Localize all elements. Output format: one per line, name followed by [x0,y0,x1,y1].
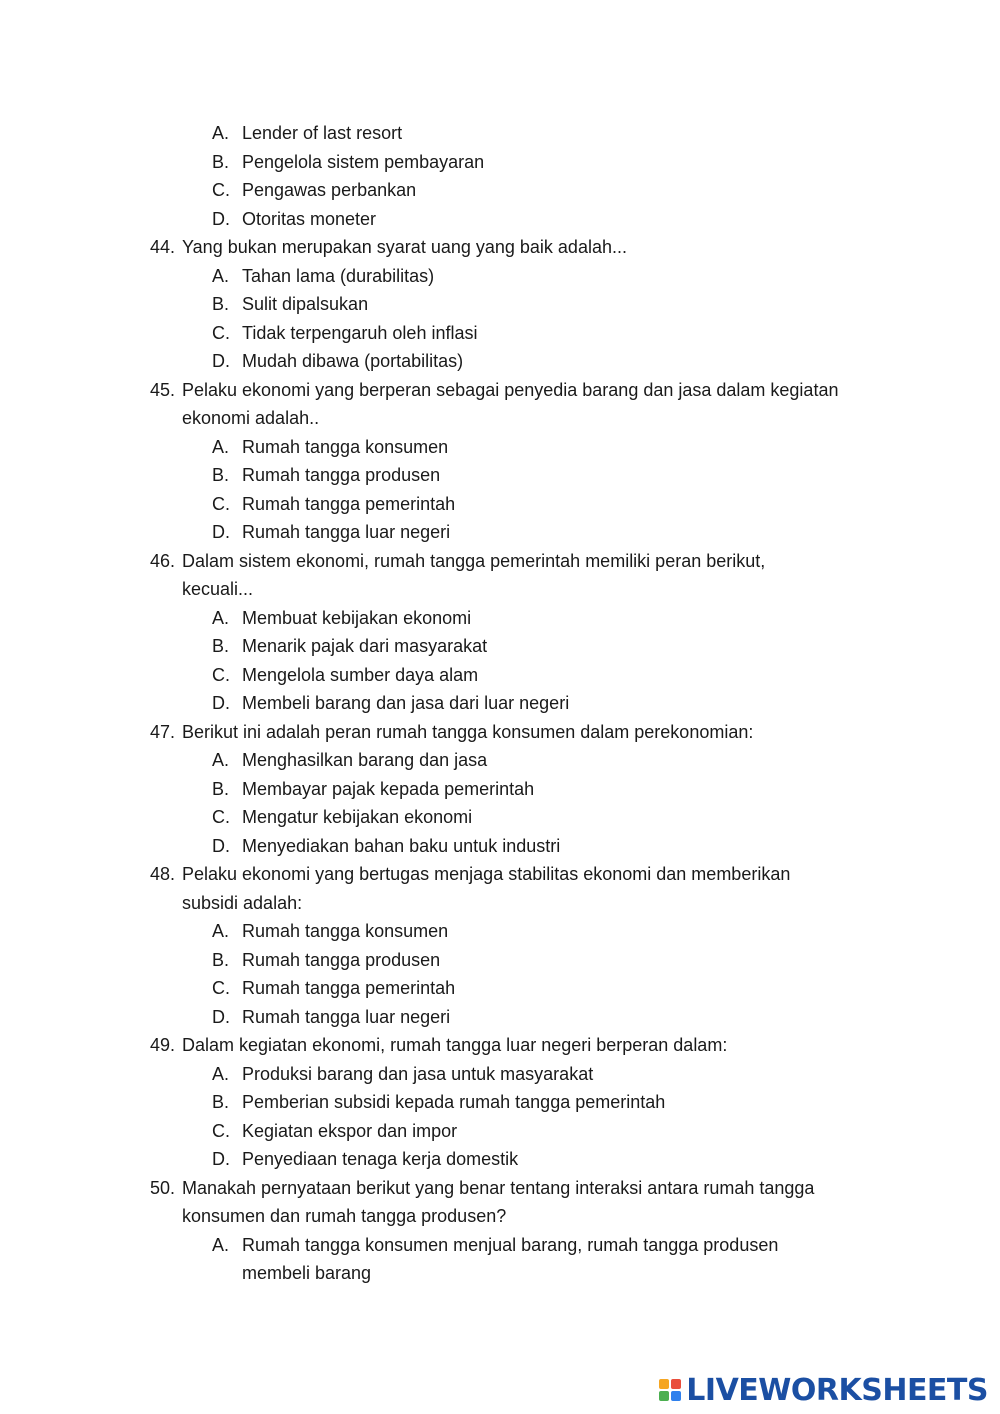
option-letter: A. [212,607,230,628]
option-line [0,1117,1000,1146]
option-text: Rumah tangga luar negeri [242,522,451,542]
question-line [0,547,1000,576]
option-letter: B. [212,949,230,970]
option-text: Pemberian subsidi kepada rumah tangga pemerintah [242,1092,666,1112]
option-line [0,746,1000,775]
question-line [0,575,1000,604]
option-text: Produksi barang dan jasa untuk masyarakat [242,1063,594,1084]
option-line [0,946,1000,975]
option-text: Tahan lama (durabilitas) [242,265,435,286]
option-text: Penyediaan tenaga kerja domestik [242,1149,519,1169]
option-line [0,632,1000,661]
option-letter: C. [212,1120,230,1141]
option-letter: D. [212,351,230,371]
option-text: membeli barang [242,1263,372,1283]
option-letter: D. [212,693,230,713]
question-text: Dalam sistem ekonomi, rumah tangga pemerintah memiliki peran berikut, [182,550,766,571]
question-line [0,1202,1000,1231]
option-text: Rumah tangga produsen [242,949,441,970]
option-line [0,689,1000,718]
worksheet-page [0,119,1000,1288]
option-line [0,661,1000,690]
option-text: Kegiatan ekspor dan impor [242,1120,458,1141]
option-letter: A. [212,1234,230,1255]
option-line [0,1145,1000,1174]
option-line [0,1060,1000,1089]
option-text: Lender of last resort [242,123,403,143]
option-letter: D. [212,1006,230,1027]
question-text: Yang bukan merupakan syarat uang yang baik adalah... [182,237,627,257]
option-text: Menarik pajak dari masyarakat [242,636,488,656]
question-line [0,889,1000,918]
option-text: Membayar pajak kepada pemerintah [242,778,535,799]
question-text: subsidi adalah: [182,892,303,913]
option-letter: B. [212,294,230,314]
option-text: Menyediakan bahan baku untuk industri [242,835,561,856]
liveworksheets-logo-icon [659,1379,681,1401]
question-line [0,1031,1000,1060]
option-line [0,917,1000,946]
option-letter: C. [212,322,230,343]
question-number: 47. [150,721,176,742]
option-line [0,1088,1000,1117]
option-letter: D. [212,522,230,542]
option-line [0,119,1000,148]
option-letter: A. [212,750,230,770]
logo-square [671,1391,681,1401]
option-letter: A. [212,921,230,941]
option-letter: D. [212,208,230,229]
option-text: Mudah dibawa (portabilitas) [242,351,464,371]
option-text: Rumah tangga konsumen menjual barang, rumah tangga produsen [242,1234,779,1255]
option-text: Menghasilkan barang dan jasa [242,750,488,770]
option-text: Mengelola sumber daya alam [242,664,479,685]
question-text: ekonomi adalah.. [182,408,320,428]
question-text: Pelaku ekonomi yang bertugas menjaga stabilitas ekonomi dan memberikan [182,864,791,884]
logo-square [659,1391,669,1401]
question-number: 46. [150,550,176,571]
option-line [0,176,1000,205]
option-line [0,148,1000,177]
option-line [0,262,1000,291]
logo-square [671,1379,681,1389]
question-line [0,718,1000,747]
option-text: Rumah tangga konsumen [242,921,449,941]
option-letter: C. [212,180,230,200]
question-number: 45. [150,379,176,400]
question-number: 44. [150,237,176,257]
option-line [0,319,1000,348]
option-line [0,518,1000,547]
option-line [0,832,1000,861]
question-text: Dalam kegiatan ekonomi, rumah tangga luar negeri berperan dalam: [182,1035,728,1055]
liveworksheets-logo [659,1373,988,1407]
question-text: kecuali... [182,579,254,599]
option-letter: A. [212,1063,230,1084]
logo-text: LIVEWORKSHEETS [686,1372,988,1408]
option-line [0,290,1000,319]
question-line [0,1174,1000,1203]
option-text: Rumah tangga pemerintah [242,978,456,998]
option-line [0,1231,1000,1260]
question-text: Pelaku ekonomi yang berperan sebagai penyedia barang dan jasa dalam kegiatan [182,379,839,400]
option-letter: A. [212,436,230,457]
logo-square [659,1379,669,1389]
option-text: Rumah tangga konsumen [242,436,449,457]
option-letter: D. [212,835,230,856]
option-line [0,347,1000,376]
option-letter: C. [212,807,230,827]
option-text: Rumah tangga pemerintah [242,493,456,514]
option-letter: A. [212,265,230,286]
option-text: Pengawas perbankan [242,180,417,200]
option-letter: B. [212,778,230,799]
option-text: Mengatur kebijakan ekonomi [242,807,473,827]
option-line [0,803,1000,832]
option-line [0,775,1000,804]
question-text: Berikut ini adalah peran rumah tangga konsumen dalam perekonomian: [182,721,754,742]
option-text: Membeli barang dan jasa dari luar negeri [242,693,570,713]
option-line [0,433,1000,462]
option-text: Rumah tangga luar negeri [242,1006,451,1027]
question-line [0,233,1000,262]
option-letter: A. [212,123,230,143]
option-text: Pengelola sistem pembayaran [242,151,485,172]
option-text: Tidak terpengaruh oleh inflasi [242,322,478,343]
option-line [0,604,1000,633]
option-line [0,490,1000,519]
option-letter: B. [212,636,230,656]
option-letter: B. [212,151,230,172]
option-text: Sulit dipalsukan [242,294,369,314]
option-letter: C. [212,664,230,685]
option-letter: C. [212,493,230,514]
option-line [0,205,1000,234]
option-letter: B. [212,1092,230,1112]
option-letter: D. [212,1149,230,1169]
option-text: Membuat kebijakan ekonomi [242,607,472,628]
question-line [0,376,1000,405]
question-line [0,860,1000,889]
option-letter: B. [212,465,230,485]
option-letter: C. [212,978,230,998]
question-number: 48. [150,864,176,884]
option-line [0,1259,1000,1288]
question-line [0,404,1000,433]
question-text: Manakah pernyataan berikut yang benar tentang interaksi antara rumah tangga [182,1177,815,1198]
option-line [0,1003,1000,1032]
option-line [0,461,1000,490]
question-text: konsumen dan rumah tangga produsen? [182,1206,507,1226]
question-number: 50. [150,1177,176,1198]
option-line [0,974,1000,1003]
option-text: Otoritas moneter [242,208,377,229]
question-number: 49. [150,1035,176,1055]
option-text: Rumah tangga produsen [242,465,441,485]
